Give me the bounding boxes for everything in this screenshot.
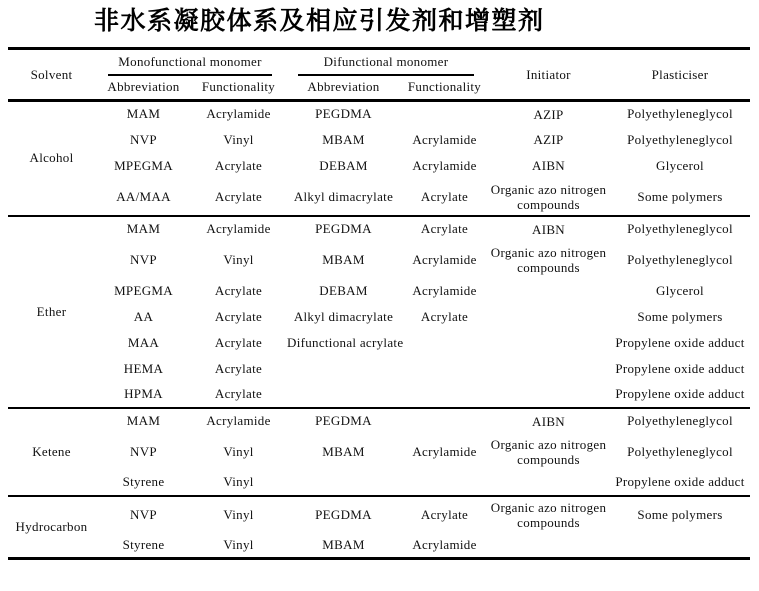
table-row	[8, 127, 750, 153]
header-row-groups	[8, 49, 750, 76]
initiator-cell: AIBN	[532, 413, 565, 429]
mono-functionality-cell: Vinyl	[223, 474, 254, 489]
mono-abbreviation-cell: MAM	[126, 221, 161, 236]
table-row	[8, 153, 750, 179]
mono-abbreviation-cell: MPEGMA	[114, 157, 173, 173]
plasticiser-cell: Some polymers	[637, 506, 723, 522]
di-abbreviation-cell: Alkyl dimacrylate	[293, 308, 394, 324]
initiator-cell	[487, 356, 610, 382]
table-row	[8, 408, 750, 434]
di-abbreviation-cell: MBAM	[322, 443, 365, 459]
mono-abbreviation-cell: AA	[133, 308, 154, 324]
mono-functionality-cell: Acrylate	[214, 188, 263, 204]
initiator-cell	[487, 470, 610, 496]
solvent-cell: Ether	[36, 303, 67, 319]
initiator-cell: AZIP	[533, 132, 564, 147]
di-abbreviation-cell: DEBAM	[319, 282, 368, 298]
di-abbreviation-cell: MBAM	[322, 251, 365, 267]
table-row	[8, 242, 750, 278]
mono-abbreviation-cell: MAA	[127, 334, 160, 350]
table-row	[8, 533, 750, 559]
initiator-cell: AIBN	[532, 221, 565, 237]
mono-functionality-cell: Acrylate	[214, 386, 263, 401]
mono-functionality-cell: Acrylate	[214, 157, 263, 173]
table-row	[8, 216, 750, 242]
mono-functionality-cell: Vinyl	[223, 506, 254, 522]
table-row	[8, 434, 750, 470]
gel-systems-table	[8, 47, 750, 560]
plasticiser-cell: Some polymers	[637, 308, 723, 324]
column-group-difunctional-label: Difunctional monomer	[298, 51, 474, 76]
di-abbreviation-cell: Difunctional acrylate	[287, 334, 404, 350]
column-group-monofunctional	[95, 49, 285, 76]
table-title: 非水系凝胶体系及相应引发剂和增塑剂	[94, 7, 545, 35]
solvent-cell: Alcohol	[29, 150, 74, 166]
di-functionality-cell: Acrylamide	[412, 536, 477, 552]
di-functionality-cell: Acrylate	[420, 506, 469, 522]
plasticiser-cell: Polyethyleneglycol	[627, 413, 733, 428]
column-header-initiator: Initiator	[526, 66, 571, 82]
table-row	[8, 304, 750, 330]
section-hydrocarbon	[8, 496, 750, 559]
di-functionality-cell	[402, 356, 487, 382]
table-row	[8, 179, 750, 216]
di-functionality-cell	[402, 408, 487, 434]
table-header	[8, 49, 750, 101]
initiator-cell: Organic azo nitrogen compounds	[490, 244, 607, 275]
di-functionality-cell: Acrylate	[420, 188, 469, 204]
initiator-cell: Organic azo nitrogen compounds	[490, 499, 607, 530]
di-abbreviation-cell: MBAM	[322, 131, 365, 147]
mono-abbreviation-cell: NVP	[130, 506, 157, 522]
mono-functionality-cell: Acrylamide	[206, 413, 271, 428]
mono-abbreviation-cell: Styrene	[122, 536, 165, 552]
mono-abbreviation-cell: NVP	[130, 131, 157, 147]
solvent-cell: Ketene	[32, 443, 71, 459]
column-header-mono-functionality: Functionality	[201, 79, 276, 95]
mono-abbreviation-cell: NVP	[130, 251, 157, 267]
table-row	[8, 278, 750, 304]
initiator-cell	[487, 533, 610, 559]
table-row	[8, 330, 750, 356]
mono-functionality-cell: Acrylate	[214, 334, 263, 350]
plasticiser-cell: Glycerol	[656, 282, 704, 298]
plasticiser-cell: Propylene oxide adduct	[615, 386, 745, 401]
initiator-cell	[487, 304, 610, 330]
di-functionality-cell	[402, 101, 487, 127]
section-ketene	[8, 408, 750, 496]
initiator-cell	[487, 278, 610, 304]
di-functionality-cell	[402, 382, 487, 408]
mono-abbreviation-cell: HEMA	[123, 360, 164, 376]
di-functionality-cell: Acrylate	[420, 308, 469, 324]
di-functionality-cell: Acrylamide	[412, 157, 477, 173]
di-abbreviation-cell: MBAM	[322, 536, 365, 552]
mono-functionality-cell: Acrylate	[214, 282, 263, 298]
plasticiser-cell: Propylene oxide adduct	[615, 360, 745, 376]
mono-functionality-cell: Acrylamide	[206, 106, 271, 122]
section-alcohol	[8, 101, 750, 216]
plasticiser-cell: Polyethyleneglycol	[627, 221, 733, 236]
di-functionality-cell: Acrylamide	[412, 131, 477, 147]
plasticiser-cell: Polyethyleneglycol	[627, 251, 733, 267]
column-header-solvent: Solvent	[30, 66, 73, 82]
di-abbreviation-cell	[285, 382, 402, 408]
plasticiser-cell: Polyethyleneglycol	[627, 106, 733, 122]
mono-abbreviation-cell: Styrene	[122, 474, 165, 489]
plasticiser-cell: Polyethyleneglycol	[627, 131, 733, 147]
di-functionality-cell	[402, 470, 487, 496]
di-abbreviation-cell: PEGDMA	[315, 506, 372, 522]
mono-functionality-cell: Vinyl	[223, 443, 254, 459]
mono-functionality-cell: Acrylate	[214, 360, 263, 376]
table-row	[8, 356, 750, 382]
table-row	[8, 382, 750, 408]
mono-abbreviation-cell: AA/MAA	[116, 188, 171, 204]
di-abbreviation-cell: PEGDMA	[315, 106, 372, 122]
mono-functionality-cell: Vinyl	[223, 536, 254, 552]
mono-abbreviation-cell: NVP	[130, 443, 157, 459]
plasticiser-cell: Propylene oxide adduct	[615, 474, 745, 489]
mono-abbreviation-cell: MAM	[126, 413, 161, 428]
initiator-cell	[487, 330, 610, 356]
plasticiser-cell: Some polymers	[637, 188, 723, 204]
di-functionality-cell	[402, 330, 487, 356]
di-abbreviation-cell: DEBAM	[319, 157, 368, 173]
initiator-cell	[487, 382, 610, 408]
table-row	[8, 496, 750, 533]
di-abbreviation-cell: PEGDMA	[315, 221, 372, 236]
column-header-mono-abbreviation: Abbreviation	[107, 79, 180, 95]
column-header-plasticiser: Plasticiser	[651, 66, 709, 82]
table-row	[8, 470, 750, 496]
column-group-difunctional	[285, 49, 487, 76]
table-row	[8, 101, 750, 127]
mono-abbreviation-cell: HPMA	[124, 386, 163, 401]
mono-functionality-cell: Vinyl	[223, 131, 254, 147]
di-functionality-cell: Acrylamide	[412, 282, 477, 298]
plasticiser-cell: Polyethyleneglycol	[627, 443, 733, 459]
mono-functionality-cell: Acrylamide	[206, 221, 271, 236]
mono-functionality-cell: Vinyl	[223, 251, 254, 267]
mono-abbreviation-cell: MAM	[126, 106, 161, 122]
di-functionality-cell: Acrylamide	[412, 251, 477, 267]
plasticiser-cell: Propylene oxide adduct	[615, 334, 745, 350]
di-abbreviation-cell: PEGDMA	[315, 413, 372, 428]
di-abbreviation-cell: Alkyl dimacrylate	[293, 188, 394, 204]
initiator-cell: AZIP	[533, 106, 564, 122]
di-abbreviation-cell	[285, 470, 402, 496]
initiator-cell: AIBN	[532, 158, 565, 173]
plasticiser-cell	[610, 533, 750, 559]
mono-functionality-cell: Acrylate	[214, 308, 263, 324]
solvent-cell: Hydrocarbon	[15, 518, 88, 534]
plasticiser-cell: Glycerol	[656, 157, 704, 173]
initiator-cell: Organic azo nitrogen compounds	[490, 436, 607, 467]
initiator-cell: Organic azo nitrogen compounds	[490, 181, 607, 212]
section-ether	[8, 216, 750, 408]
di-functionality-cell: Acrylamide	[412, 443, 477, 459]
column-group-monofunctional-label: Monofunctional monomer	[108, 51, 272, 76]
di-functionality-cell: Acrylate	[420, 221, 469, 236]
column-header-di-abbreviation: Abbreviation	[307, 79, 380, 95]
column-header-di-functionality: Functionality	[407, 79, 482, 95]
mono-abbreviation-cell: MPEGMA	[114, 282, 173, 298]
di-abbreviation-cell	[285, 356, 402, 382]
